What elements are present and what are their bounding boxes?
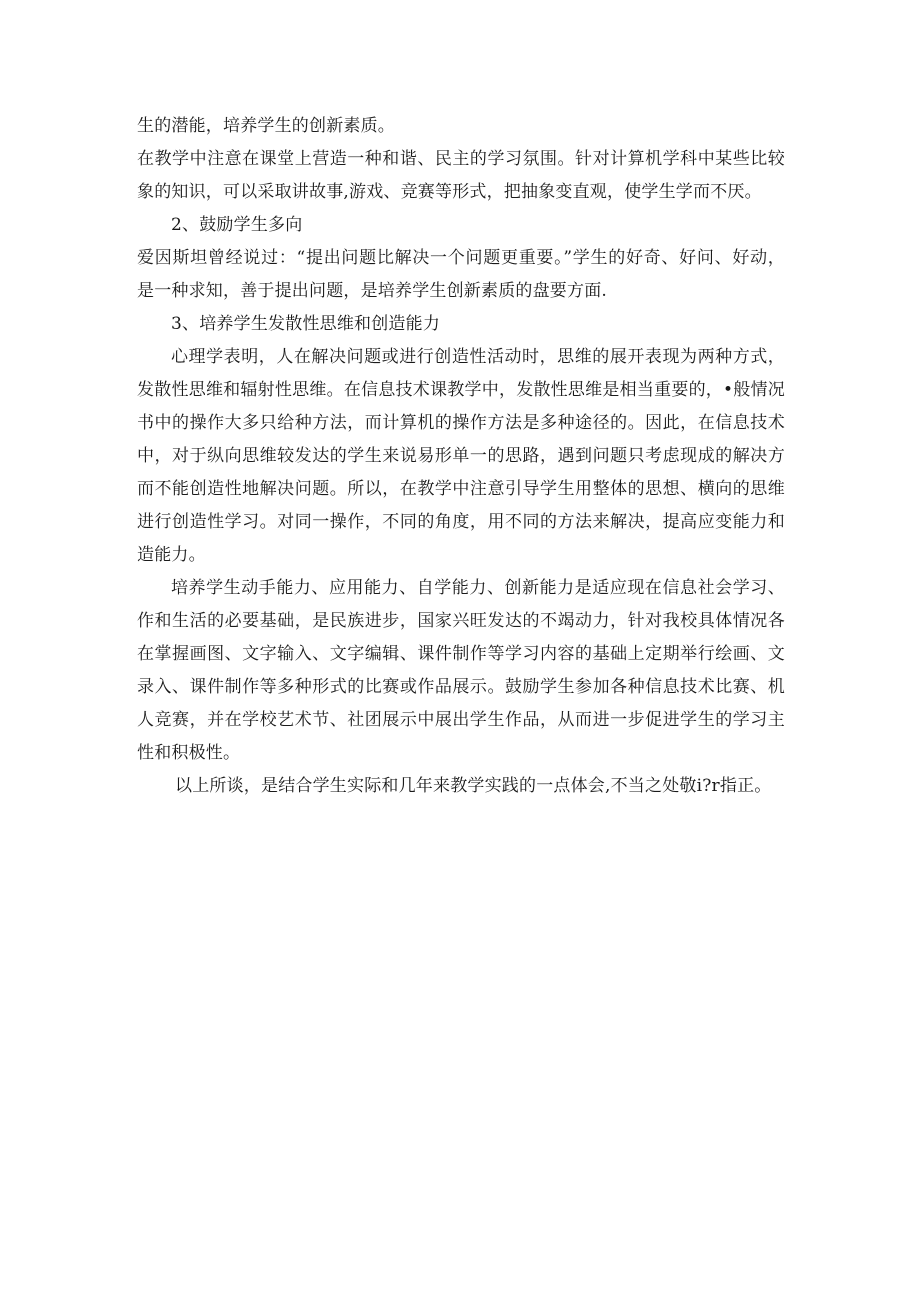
paragraph-line: 中，对于纵向思维较发达的学生来说易形单一的思路，遇到问题只考虑现成的解决方 xyxy=(137,446,785,466)
paragraph-line: 录入、课件制作等多种形式的比赛或作品展示。鼓励学生参加各种信息技术比赛、机 xyxy=(137,677,785,697)
paragraph-line: 发散性思维和辐射性思维。在信息技术课教学中，发散性思维是相当重要的，•般情况 xyxy=(137,380,785,400)
paragraph-line: 人竞赛，并在学校艺术节、社团展示中展出学生作品，从而进一步促进学生的学习主 xyxy=(137,710,785,730)
paragraph-line: 在掌握画图、文字输入、文字编辑、课件制作等学习内容的基础上定期举行绘画、文 xyxy=(137,644,785,664)
closing-line: 以上所谈，是结合学生实际和几年来教学实践的一点体会,不当之处敬i?r指正。 xyxy=(175,776,772,796)
paragraph-line: 性和积极性。 xyxy=(137,743,241,763)
document-body xyxy=(137,110,785,803)
paragraph-line: 是一种求知，善于提出问题，是培养学生创新素质的盘要方面. xyxy=(137,281,608,301)
paragraph-line: 生的潜能，培养学生的创新素质。 xyxy=(137,116,395,136)
paragraph-line: 作和生活的必要基础，是民族进步，国家兴旺发达的不竭动力，针对我校具体情况各 xyxy=(137,611,785,631)
paragraph-line: 心理学表明，人在解决问题或进行创造性活动时，思维的展开表现为两种方式， xyxy=(171,347,785,367)
paragraph-line: 爱因斯坦曾经说过：“提出问题比解决一个问题更重要。”学生的好奇、好问、好动， xyxy=(137,248,785,268)
paragraph-line: 而不能创造性地解决问题。所以，在教学中注意引导学生用整体的思想、横向的思维 xyxy=(137,479,785,499)
paragraph-line: 象的知识，可以采取讲故事,游戏、竞赛等形式，把抽象变直观，使学生学而不厌。 xyxy=(137,182,762,202)
paragraph-line: 进行创造性学习。对同一操作，不同的角度，用不同的方法来解决，提高应变能力和 xyxy=(137,512,785,532)
paragraph-line: 在教学中注意在课堂上营造一种和谐、民主的学习氛围。针对计算机学科中某些比较 xyxy=(137,149,785,169)
section-heading: 3、培养学生发散性思维和创造能力 xyxy=(171,314,441,334)
section-heading: 2、鼓励学生多向 xyxy=(171,215,303,235)
paragraph-line: 书中的操作大多只给种方法，而计算机的操作方法是多种途径的。因此，在信息技术 xyxy=(137,413,785,433)
paragraph-line: 造能力。 xyxy=(137,545,206,565)
paragraph-line: 培养学生动手能力、应用能力、自学能力、创新能力是适应现在信息社会学习、 xyxy=(171,578,785,598)
